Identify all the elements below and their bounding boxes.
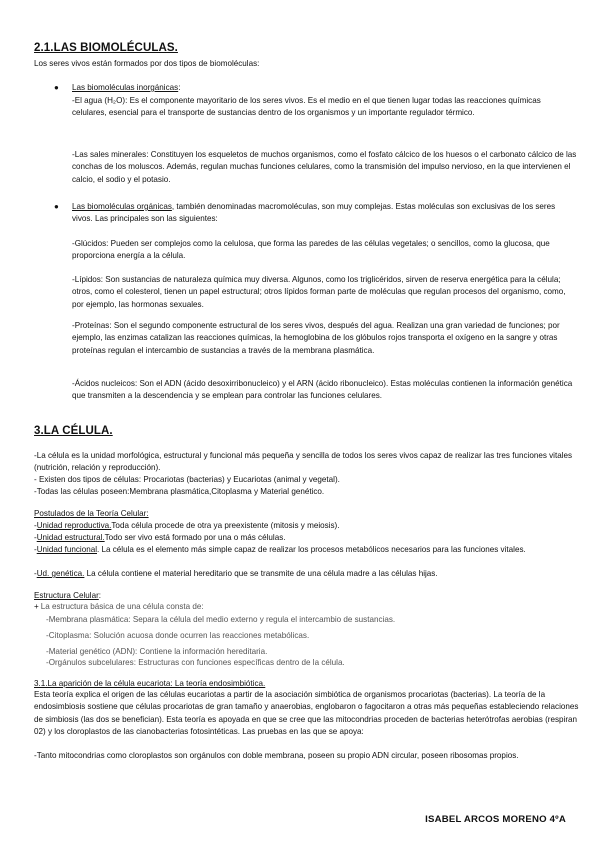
postulado-item [34, 568, 579, 580]
postulado-item [34, 520, 574, 532]
estructura-item: -Membrana plasmática: Separa la célula del medio externo y regula el intercambio de sustancias. [46, 615, 396, 624]
postulado-label: Ud. genética. [36, 569, 85, 578]
estructura-item: -Citoplasma: Solución acuosa donde ocurren las reacciones metabólicas. [46, 631, 310, 640]
estructura-intro [34, 601, 574, 613]
lipidos-paragraph: -Lípidos: Son sustancias de naturaleza química muy diversa. Algunos, como los triglicéridos, sirven de reserva energética para la célula; otros, como el colesterol, tienen un papel estructural; otros lípidos forman parte de moléculas que regulan procesos del organismo, como, por ejemplo, las hormonas sexuales. [72, 275, 566, 309]
celula-def-text: -La célula es la unidad morfológica, estructural y funcional más pequeña y sencilla de todos los seres vivos capaz de realizar las tres funciones vitales (nutrición, relación y reproducción). [34, 451, 573, 473]
dash: - [34, 521, 37, 530]
agua-paragraph: -El agua (H₂O): Es el componente mayoritario de los seres vivos. Es el medio en el que tienen lugar todas las reacciones químicas celulares, esencial para el transporte de sustancias dentro de los organismos y un importante regulador térmico. [72, 96, 541, 118]
postulado-item [34, 532, 574, 544]
organic-title: Las biomoléculas orgánicas [72, 202, 172, 211]
dash: - [34, 545, 37, 554]
estructura-item: -Material genético (ADN): Contiene la información hereditaria. [46, 647, 268, 656]
bullet-icon: ● [54, 202, 59, 211]
proteinas-paragraph: -Proteínas: Son el segundo componente estructural de los seres vivos, después del agua. Realizan una gran variedad de funciones; por ejemplo, las enzimas catalizan las reacciones químicas, la hemoglobina de los glóbulos rojos transporta el oxígeno en la sangre y otras proteínas regulan el intercambio de sustancias a través de la membrana plasmática. [72, 321, 560, 355]
section-title-celula: 3.LA CÉLULA. [34, 425, 113, 437]
postulado-text: Toda célula procede de otra ya preexistente (mitosis y meiosis). [111, 521, 340, 530]
endosimbiotica-title: 3.1.La aparición de la célula eucariota: La teoría endosimbiótica. [34, 679, 266, 688]
dash: - [34, 569, 37, 578]
bullet-icon: ● [54, 83, 59, 92]
plus-icon: + [34, 602, 39, 611]
postulado-label: Unidad funcional [36, 545, 97, 554]
section-title-biomoleculas: 2.1.LAS BIOMOLÉCULAS. [34, 42, 178, 54]
postulado-text: Todo ser vivo está formado por una o más células. [104, 533, 286, 542]
postulado-text: . La célula es el elemento más simple capaz de realizar los procesos metabólicos necesarios para las funciones vitales. [97, 545, 526, 554]
organic-paragraph [72, 201, 577, 226]
inorganic-colon: : [178, 83, 181, 92]
tipos-celulas-text: - Existen dos tipos de células: Procariotas (bacterias) y Eucariotas (animal y vegetal). [34, 475, 340, 484]
estructura-title: Estructura Celular [34, 591, 99, 600]
acidos-paragraph: -Ácidos nucleicos: Son el ADN (ácido desoxirribonucleico) y el ARN (ácido ribonucleico). Estas moléculas contienen la información genética que transmiten a la descendencia y se emplean para controlar las funciones celulares. [72, 379, 573, 401]
estructura-colon: : [98, 591, 102, 600]
sales-paragraph: -Las sales minerales: Constituyen los esqueletos de muchos organismos, como el fosfato cálcico de los huesos o el carbonato cálcico de las conchas de los moluscos. Además, regulan muchas funciones celulares, como la transmisión del impulso nervioso, en la que intervienen el calcio, el sodio y el potasio. [72, 150, 577, 184]
inorganic-title: Las biomoléculas inorgánicas [72, 83, 179, 92]
postulado-item [34, 544, 574, 556]
intro-text: Los seres vivos están formados por dos tipos de biomoléculas: [34, 59, 260, 68]
componentes-text: -Todas las células poseen:Membrana plasmática,Citoplasma y Material genético. [34, 487, 325, 496]
postulado-text: La célula contiene el material hereditario que se transmite de una célula madre a las células hijas. [84, 569, 438, 578]
postulado-label: Unidad reproductiva. [36, 521, 112, 530]
dash: - [34, 533, 37, 542]
estructura-item: -Orgánulos subcelulares: Estructuras con funciones específicas dentro de la célula. [46, 658, 345, 667]
endosimbiotica-text: Esta teoría explica el origen de las células eucariotas a partir de la asociación simbiótica de organismos procariotas (bacterias). La teoría de la endosimbiosis sostiene que células procariotas de gran tamaño y anaerobias, englobaron o fagocitaron a otras más pequeñas estableciendo relaciones de simbiosis (las dos se benefician). Esta teoría es apoyada en que se cree que las mitocondrias proceden de bacterias heterótrofas aerobias (respiran 02) y los cloroplastos de las cianobacterias fotosintéticas. Las pruebas en las que se apoya: [34, 690, 579, 736]
organic-text: , también denominadas macromoléculas, son muy complejas. Estas moléculas son exclusivas de los seres vivos. Las principales son las siguientes: [72, 202, 556, 224]
glucidos-paragraph: -Glúcidos: Pueden ser complejos como la celulosa, que forma las paredes de las células vegetales; o sencillos, como la glucosa, que proporciona energía a la célula. [72, 239, 550, 261]
endosimbiotica-pruebas: -Tanto mitocondrias como cloroplastos son orgánulos con doble membrana, poseen su propio ADN circular, poseen ribosomas propios. [34, 751, 519, 760]
author-footer: ISABEL ARCOS MORENO 4ºA [425, 814, 566, 825]
estructura-intro-text: La estructura básica de una célula consta de: [40, 602, 204, 611]
inorganic-heading [72, 82, 572, 94]
postulado-label: Unidad estructural. [36, 533, 105, 542]
postulados-title: Postulados de la Teoría Celular: [34, 509, 149, 518]
